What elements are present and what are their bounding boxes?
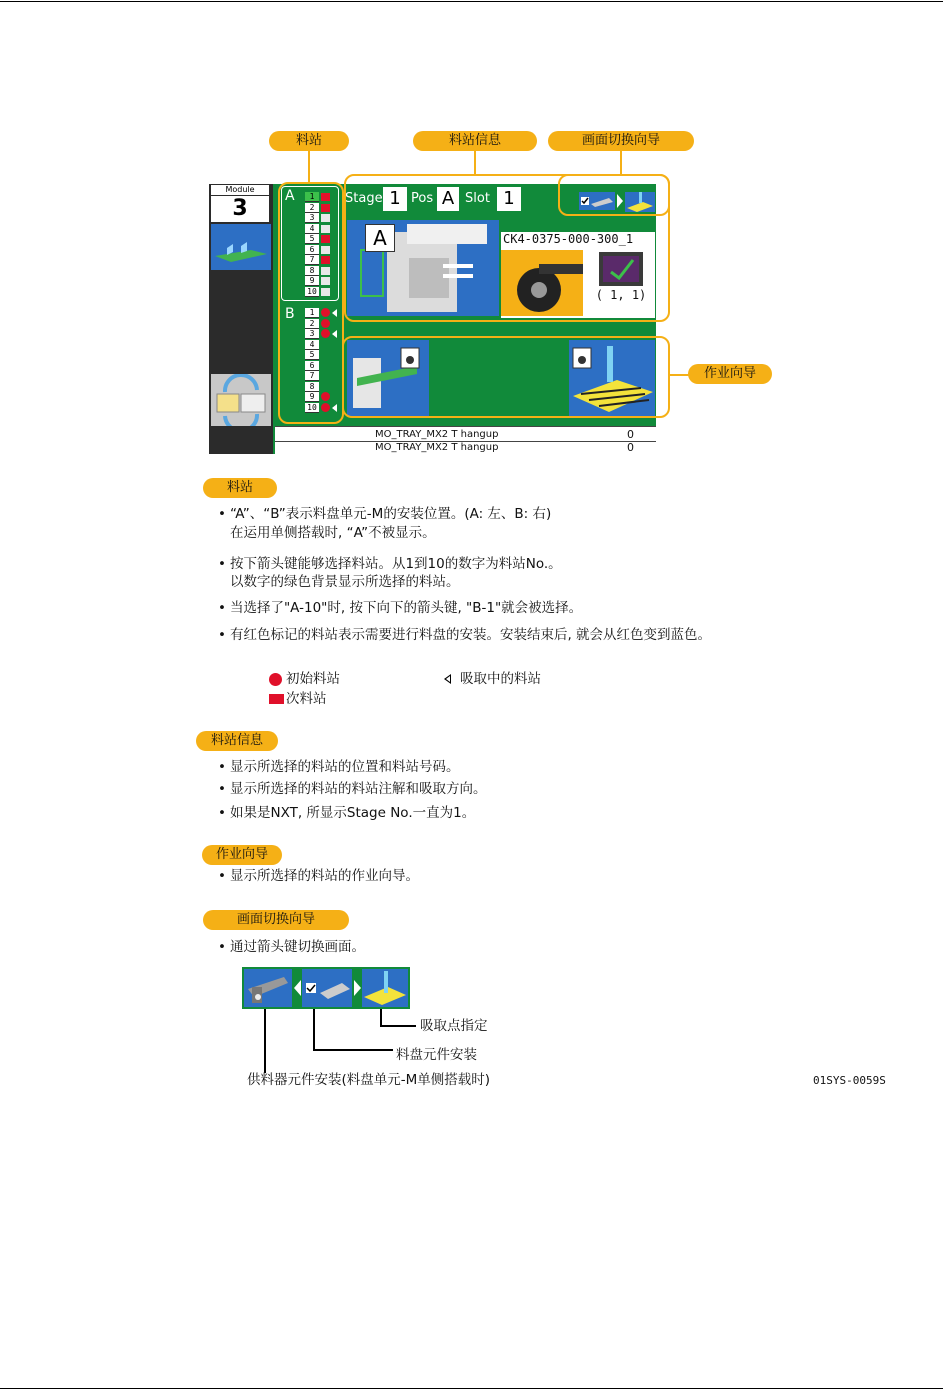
document-code: 01SYS-0059S	[813, 1074, 886, 1087]
work-b1: 显示所选择的料站的作业向导。	[229, 868, 419, 884]
pos-badge: A	[365, 224, 395, 252]
top-rule	[0, 1, 943, 2]
legend-initial: 初始料站	[286, 671, 340, 687]
row-name: MO_TRAY_MX2 T hangup	[375, 429, 499, 440]
station-b4: 有红色标记的料站表示需要进行料盘的安装。安装结束后, 就会从红色变到蓝色。	[229, 627, 712, 643]
callout-station: 料站	[269, 131, 349, 151]
station-b3: 当选择了"A-10"时, 按下向下的箭头键, "B-1"就会被选择。	[229, 600, 583, 616]
part-number: CK4-0375-000-300_1	[503, 232, 634, 246]
section-heading-station: 料站	[203, 478, 277, 498]
section-heading-screen-switch: 画面切换向导	[203, 910, 349, 930]
info-bullet-1	[218, 758, 459, 776]
pos-label: Pos	[411, 191, 434, 206]
module-number: 3	[211, 196, 269, 222]
label-feeder-mount: 供料器元件安装(料盘单元-M单侧搭载时)	[247, 1072, 491, 1088]
row-name: MO_TRAY_MX2 T hangup	[375, 442, 499, 453]
feeder-mount-icon	[244, 969, 292, 1007]
info-b1: 显示所选择的料站的位置和料站号码。	[229, 759, 460, 775]
label-tray-mount: 料盘元件安装	[396, 1047, 477, 1063]
bottom-rule	[0, 1388, 943, 1389]
station-bullet-2	[218, 555, 562, 573]
slot-number: 3	[305, 213, 319, 223]
leader-line	[313, 1049, 393, 1051]
callout-screen-guide: 画面切换向导	[548, 131, 694, 151]
station-b2-line2: 以数字的绿色背景显示所选择的料站。	[230, 574, 460, 590]
legend-next: 次料站	[286, 691, 327, 707]
slot-number: 9	[305, 276, 319, 286]
row-value: 0	[627, 441, 634, 454]
slot-number: 2	[305, 319, 319, 329]
side-b-label: B	[285, 306, 295, 322]
info-bullet-3	[218, 804, 475, 822]
row-value: 0	[627, 428, 634, 441]
slot-number: 1	[305, 192, 319, 202]
slot-number: 1	[305, 308, 319, 318]
slot-number: 2	[305, 203, 319, 213]
slot-number: 5	[305, 350, 319, 360]
station-b2-line1: 按下箭头键能够选择料站。从1到10的数字为料站No.。	[229, 556, 562, 572]
pos-value: A	[437, 187, 459, 211]
section-heading-work-guide: 作业向导	[202, 845, 282, 865]
module-label: Module	[211, 185, 269, 195]
callout-line	[474, 151, 476, 174]
module-sidebar	[209, 184, 273, 454]
slot-number: 9	[305, 392, 319, 402]
callout-work-guide: 作业向导	[688, 364, 772, 384]
chevron-right-icon	[354, 980, 361, 996]
pick-point-icon	[362, 969, 408, 1007]
info-b3: 如果是NXT, 所显示Stage No.一直为1。	[229, 805, 476, 821]
callout-line	[620, 151, 622, 174]
section-heading-station-info: 料站信息	[196, 731, 278, 751]
slot-number: 7	[305, 371, 319, 381]
switch-b1: 通过箭头键切换画面。	[229, 939, 365, 955]
slot-number: 10	[305, 287, 319, 297]
coordinate-value: ( 1, 1)	[595, 288, 647, 302]
slot-number: 6	[305, 361, 319, 371]
red-dot-icon	[269, 673, 282, 686]
station-highlight	[278, 182, 344, 424]
slot-number: 4	[305, 224, 319, 234]
station-bullet-1	[218, 505, 551, 523]
station-bullet-4	[218, 626, 711, 644]
slot-number: 8	[305, 382, 319, 392]
leader-line	[313, 1009, 315, 1051]
refresh-icon[interactable]	[211, 374, 271, 426]
station-b1-line2: 在运用单侧搭载时, “A”不被显示。	[230, 525, 436, 541]
chevron-left-icon	[294, 980, 301, 996]
module-thumbnail[interactable]	[211, 224, 271, 270]
slot-number: 8	[305, 266, 319, 276]
screen-guide-highlight	[558, 174, 670, 216]
work-bullet-1	[218, 867, 419, 885]
label-pick-point: 吸取点指定	[420, 1018, 488, 1034]
slot-label: Slot	[465, 191, 490, 206]
stage-value: 1	[383, 187, 407, 211]
table-row	[275, 442, 656, 454]
legend-picking: 吸取中的料站	[460, 671, 541, 687]
triangle-left-inner	[446, 676, 450, 682]
tray-mount-icon	[302, 969, 352, 1007]
table-row	[275, 429, 656, 442]
red-square-icon	[269, 694, 284, 704]
callout-line	[308, 151, 310, 184]
slot-number: 4	[305, 340, 319, 350]
slot-number: 6	[305, 245, 319, 255]
switch-bullet-1	[218, 938, 365, 956]
callout-station-info: 料站信息	[413, 131, 537, 151]
side-a-label: A	[285, 188, 295, 204]
info-bullet-2	[218, 780, 486, 798]
hangup-table	[275, 426, 656, 455]
switch-strip	[242, 967, 410, 1009]
slot-value: 1	[497, 187, 521, 211]
slot-number: 10	[305, 403, 319, 413]
station-bullet-3	[218, 599, 582, 617]
slot-number: 3	[305, 329, 319, 339]
stage-label: Stage	[345, 191, 383, 206]
station-b1-line1: “A”、“B”表示料盘单元-M的安装位置。(A: 左、B: 右)	[229, 506, 552, 522]
leader-line	[264, 1009, 266, 1073]
work-guide-highlight	[342, 336, 670, 418]
callout-line	[669, 374, 689, 376]
leader-line	[380, 1025, 416, 1027]
info-b2: 显示所选择的料站的料站注解和吸取方向。	[229, 781, 487, 797]
slot-number: 5	[305, 234, 319, 244]
slot-number: 7	[305, 255, 319, 265]
